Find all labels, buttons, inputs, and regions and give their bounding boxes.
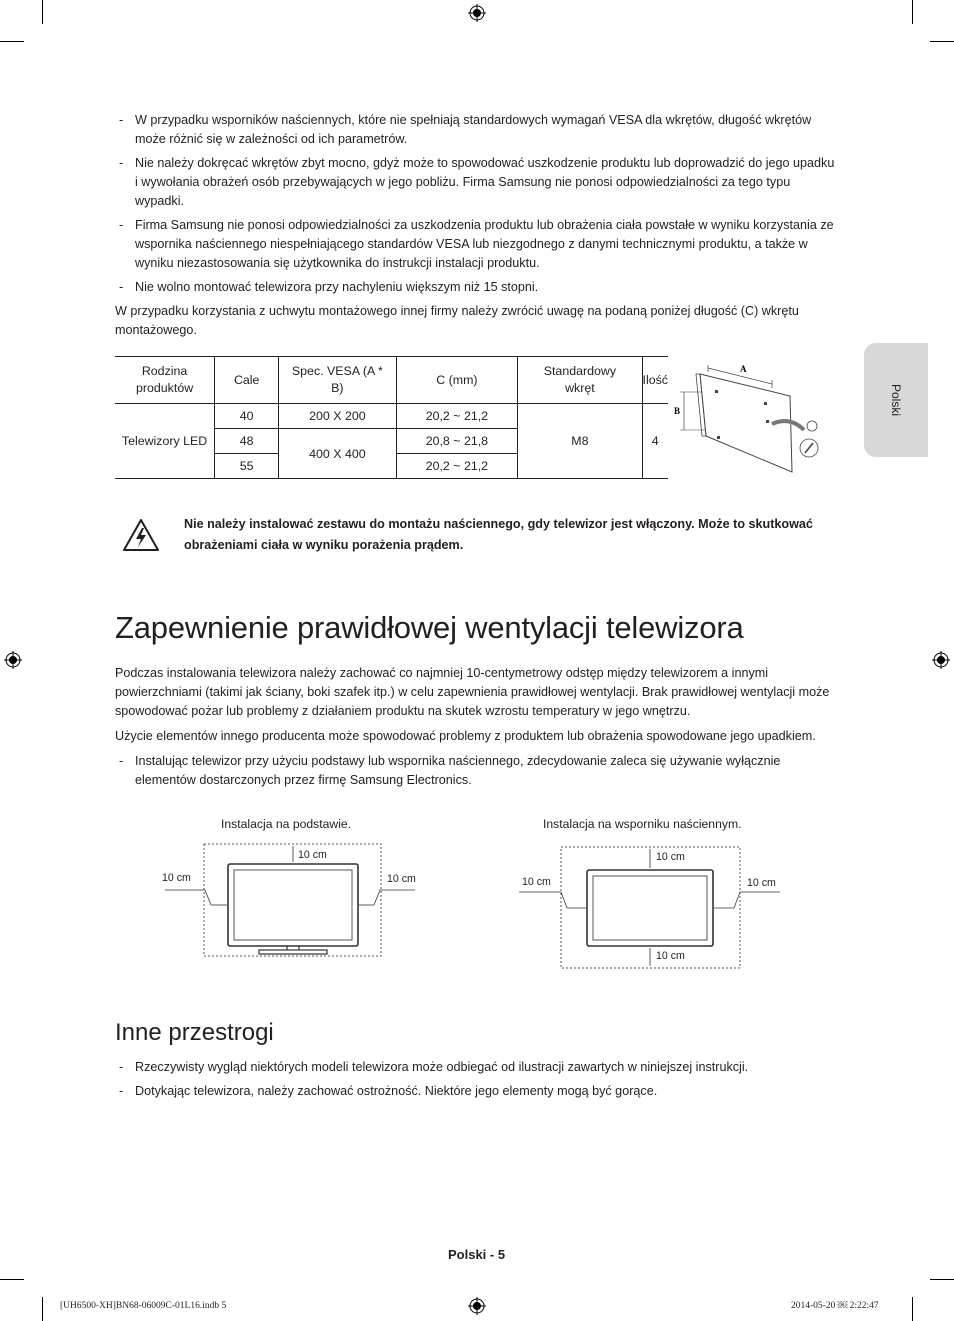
section-title: Inne przestrogi: [115, 1019, 274, 1046]
table-cell: 40: [215, 404, 279, 429]
list-item: - Nie należy dokręcać wkrętów zbyt mocno, gdyż może to spowodować uszkodzenie produktu lub doprowadzić do jego upadku i wywołania obrażeń osób przebywających w jego pobliżu. Firma Samsung nie ponosi odpowiedzialności za tego typu wypadki.: [115, 154, 835, 211]
table-cell: 20,8 ~ 21,8: [396, 429, 518, 454]
dimension-label-b: B: [674, 406, 681, 416]
table-row: [115, 404, 668, 429]
table-header: Rodzina produktów: [115, 357, 215, 404]
stand-left-gap: 10 cm: [162, 872, 191, 884]
registration-mark-icon: [468, 4, 486, 22]
table-cell: M8: [518, 404, 642, 479]
list-item: - Nie wolno montować telewizora przy nachyleniu większym niż 15 stopni.: [115, 278, 835, 297]
crop-mark: [930, 1279, 954, 1280]
wall-installation-diagram: [515, 843, 785, 971]
page-title: Zapewnienie prawidłowej wentylacji telewizora: [115, 610, 744, 645]
table-header: Cale: [215, 357, 279, 404]
crop-mark: [42, 0, 43, 24]
table-cell: 4: [642, 404, 668, 479]
table-header: Standardowy wkręt: [518, 357, 642, 404]
intro-paragraph: W przypadku korzystania z uchwytu montażowego innej firmy należy zwrócić uwagę na podaną poniżej długość (C) wkrętu montażowego.: [115, 304, 799, 337]
wall-bottom-gap: 10 cm: [656, 950, 685, 962]
wall-diagram-title: Instalacja na wsporniku naściennym.: [543, 817, 742, 831]
ventilation-paragraph: Podczas instalowania telewizora należy zachować co najmniej 10-centymetrowy odstęp między telewizorem a innymi powierzchniami (takimi jak ściany, boki szafek itp.) w celu zapewnienia prawidłowej wentylacji. Brak prawidłowej wentylacji może spowodować pożar lub problemy z działaniem produktu na skutek wzrostu temperatury w jego wnętrzu.: [115, 666, 830, 718]
list-item: - Firma Samsung nie ponosi odpowiedzialności za uszkodzenia produktu lub obrażenia ciała powstałe w wyniku korzystania ze wspornika naściennego niespełniającego standardów VESA lub niezgodnego z danymi technicznymi produktu, a także w wyniku niezastosowania się użytkownika do instrukcji instalacji produktu.: [115, 216, 835, 273]
registration-mark-icon: [932, 651, 950, 669]
date-slug: 2014-05-20 ￼ 2:22:47: [791, 1301, 879, 1311]
electric-shock-warning-icon: [122, 518, 160, 552]
file-slug: [UH6500-XH]BN68-06009C-01L16.indb 5: [60, 1301, 227, 1311]
list-item: - Dotykając telewizora, należy zachować ostrożność. Niektóre jego elementy mogą być gorące.: [115, 1082, 835, 1101]
wall-left-gap: 10 cm: [522, 876, 551, 888]
registration-mark-icon: [4, 651, 22, 669]
screw-notes-list: [115, 111, 835, 302]
stand-diagram-title: Instalacja na podstawie.: [221, 817, 352, 831]
ventilation-notes-list: [115, 752, 835, 795]
registration-mark-icon: [468, 1297, 486, 1315]
table-header-row: [115, 357, 668, 404]
ventilation-paragraph: Użycie elementów innego producenta może spowodować problemy z produktem lub obrażenia spowodowane jego upadkiem.: [115, 729, 816, 743]
table-cell: 55: [215, 454, 279, 479]
table-cell: 400 X 400: [279, 429, 396, 479]
table-header: C (mm): [396, 357, 518, 404]
crop-mark: [42, 1297, 43, 1321]
language-tab-label: Polski: [889, 383, 903, 417]
table-cell: 200 X 200: [279, 404, 396, 429]
crop-mark: [930, 41, 954, 42]
table-cell: 20,2 ~ 21,2: [396, 454, 518, 479]
warning-text: Nie należy instalować zestawu do montażu naściennego, gdy telewizor jest włączony. Może to skutkować obrażeniami ciała w wyniku porażenia prądem.: [184, 517, 813, 552]
crop-mark: [912, 0, 913, 24]
crop-mark: [0, 1279, 24, 1280]
crop-mark: [0, 41, 24, 42]
list-item: - Rzeczywisty wygląd niektórych modeli telewizora może odbiegać od ilustracji zawartych w niniejszej instrukcji.: [115, 1058, 835, 1077]
stand-top-gap: 10 cm: [298, 849, 327, 861]
wall-mount-diagram: [672, 360, 832, 485]
crop-mark: [912, 1297, 913, 1321]
stand-installation-diagram: [155, 840, 425, 965]
other-precautions-list: [115, 1058, 835, 1106]
table-cell: Telewizory LED: [115, 404, 215, 479]
table-cell: 48: [215, 429, 279, 454]
list-item: - W przypadku wsporników naściennych, które nie spełniają standardowych wymagań VESA dla wkrętów, długość wkrętów może różnić się w zależności od ich parametrów.: [115, 111, 835, 149]
table-header: Spec. VESA (A * B): [279, 357, 396, 404]
vesa-spec-table: [115, 356, 668, 479]
table-header: Ilość: [642, 357, 668, 404]
stand-right-gap: 10 cm: [387, 873, 416, 885]
wall-right-gap: 10 cm: [747, 877, 776, 889]
dimension-label-a: A: [740, 364, 747, 374]
table-cell: 20,2 ~ 21,2: [396, 404, 518, 429]
wall-top-gap: 10 cm: [656, 851, 685, 863]
page-number: Polski - 5: [448, 1247, 506, 1262]
list-item: - Instalując telewizor przy użyciu podstawy lub wspornika naściennego, zdecydowanie zaleca się używanie wyłącznie elementów dostarczonych przez firmę Samsung Electronics.: [115, 752, 835, 790]
